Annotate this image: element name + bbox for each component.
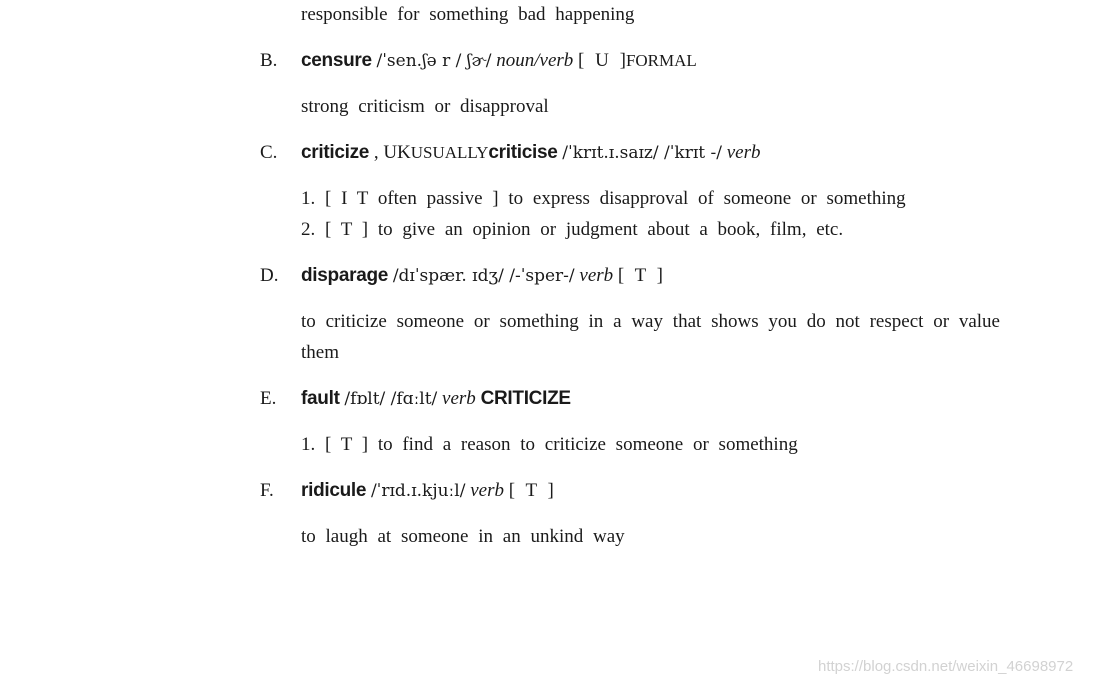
headword: ridicule <box>301 480 367 501</box>
definition-text: 1. [ T ] to find a reason to criticize someone or something <box>301 434 798 455</box>
entry-header-disparage <box>301 264 663 288</box>
pronunciation: /dɪˈspær. ɪdʒ/ /-ˈsper-/ <box>392 266 575 286</box>
headword: censure <box>301 50 372 71</box>
entry-letter-b: B. <box>260 50 278 71</box>
definition-text: to criticize someone or something in a way that shows you do not respect or value them <box>301 311 1000 363</box>
variant-prefix: , UK <box>373 142 411 163</box>
definition-text: strong criticism or disapproval <box>301 96 549 117</box>
entry-header-ridicule <box>301 479 554 503</box>
entry-header-censure <box>301 49 697 73</box>
register-label: FORMAL <box>625 51 697 70</box>
headword: fault <box>301 388 340 409</box>
definition-text: 1. [ I T often passive ] to express disapproval of someone or something <box>301 188 906 209</box>
sense-line <box>301 187 906 211</box>
entry-letter-f: F. <box>260 480 274 501</box>
definition-text: 2. [ T ] to give an opinion or judgment about a book, film, etc. <box>301 219 844 240</box>
entry-header-criticize <box>301 141 761 165</box>
variant-headword: criticise <box>488 142 558 163</box>
part-of-speech: verb <box>726 142 761 163</box>
grammar-code: [ T ] <box>508 480 554 501</box>
sense-line <box>301 525 625 549</box>
headword: disparage <box>301 265 389 286</box>
grammar-code: [ T ] <box>617 265 663 286</box>
continued-definition <box>301 3 634 27</box>
part-of-speech: verb <box>579 265 614 286</box>
part-of-speech: verb <box>470 480 504 501</box>
sense-line <box>301 95 549 119</box>
definition-text: to laugh at someone in an unkind way <box>301 526 625 547</box>
variant-label: USUALLY <box>410 143 489 162</box>
sense-line <box>301 433 798 457</box>
definition-text: responsible for something bad happening <box>301 4 635 25</box>
grammar-code: [ U ] <box>578 50 626 71</box>
pronunciation: /ˈkrɪt.ɪ.saɪz/ /ˈkrɪt -/ <box>562 143 722 163</box>
sense-line <box>301 218 843 242</box>
part-of-speech: verb <box>442 388 476 409</box>
pronunciation: /ˈsen.ʃə r / ʃɚ/ <box>376 51 492 71</box>
entry-letter-c: C. <box>260 142 278 163</box>
pronunciation: /fɒlt/ /fɑːlt/ <box>344 389 438 409</box>
headword: criticize <box>301 142 370 163</box>
pronunciation: /ˈrɪd.ɪ.kjuːl/ <box>370 481 466 501</box>
watermark: https://blog.csdn.net/weixin_46698972 <box>818 658 1074 675</box>
part-of-speech: noun/verb <box>496 50 574 71</box>
entry-letter-d: D. <box>260 265 279 286</box>
entry-header-fault <box>301 387 571 411</box>
cross-reference: CRITICIZE <box>480 388 571 409</box>
sense-paragraph <box>301 306 1000 368</box>
entry-letter-e: E. <box>260 388 277 409</box>
